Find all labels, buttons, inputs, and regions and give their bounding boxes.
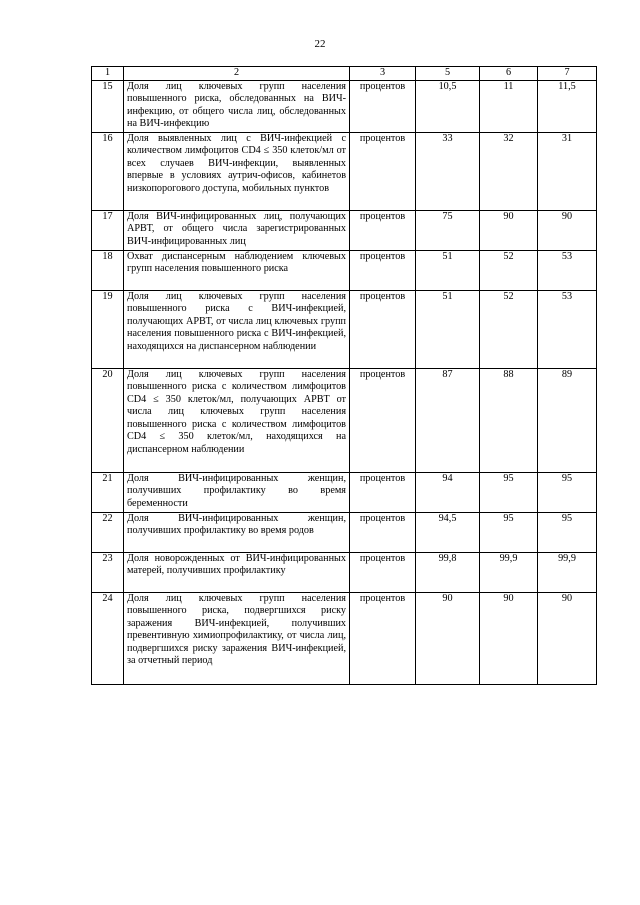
- table-row: [92, 512, 597, 552]
- table-row: [92, 250, 597, 290]
- table-row: [92, 132, 597, 210]
- row-number: 20: [92, 368, 124, 472]
- column-number-header: 7: [538, 67, 597, 81]
- column-number-header: 5: [416, 67, 480, 81]
- value-column-5: 10,5: [416, 80, 480, 132]
- table-row: [92, 472, 597, 512]
- value-column-7: 11,5: [538, 80, 597, 132]
- value-column-7: 99,9: [538, 552, 597, 592]
- value-column-7: 90: [538, 592, 597, 684]
- table-header-row: [92, 67, 597, 81]
- row-number: 23: [92, 552, 124, 592]
- row-number: 15: [92, 80, 124, 132]
- value-column-6: 11: [480, 80, 538, 132]
- table-row: [92, 290, 597, 368]
- value-column-7: 95: [538, 472, 597, 512]
- row-number: 24: [92, 592, 124, 684]
- row-number: 16: [92, 132, 124, 210]
- value-column-5: 51: [416, 290, 480, 368]
- unit-cell: процентов: [350, 552, 416, 592]
- table-row: [92, 592, 597, 684]
- indicator-name: Доля ВИЧ-инфицированных женщин, получивших профилактику во время родов: [124, 512, 350, 552]
- value-column-6: 90: [480, 210, 538, 250]
- row-number: 17: [92, 210, 124, 250]
- value-column-6: 99,9: [480, 552, 538, 592]
- indicators-table: [91, 66, 597, 685]
- value-column-7: 31: [538, 132, 597, 210]
- row-number: 18: [92, 250, 124, 290]
- table-row: [92, 552, 597, 592]
- column-number-header: 1: [92, 67, 124, 81]
- value-column-5: 90: [416, 592, 480, 684]
- unit-cell: процентов: [350, 368, 416, 472]
- indicator-name: Доля лиц ключевых групп населения повышенного риска с количеством лимфоцитов CD4 ≤ 350 клеток/мл, получающих АРВТ от числа лиц ключевых групп населения повышенного риска с количеством лимфоцитов CD4 ≤ 350 клеток/мл, находящихся на диспансерном наблюдении: [124, 368, 350, 472]
- value-column-6: 95: [480, 472, 538, 512]
- unit-cell: процентов: [350, 132, 416, 210]
- value-column-6: 32: [480, 132, 538, 210]
- value-column-6: 88: [480, 368, 538, 472]
- column-number-header: 3: [350, 67, 416, 81]
- indicator-name: Доля лиц ключевых групп населения повышенного риска с ВИЧ-инфекцией, получающих АРВТ, от числа лиц ключевых групп населения повышенного риска с ВИЧ-инфекцией, находящихся на диспансерном наблюдении: [124, 290, 350, 368]
- value-column-7: 53: [538, 290, 597, 368]
- row-number: 22: [92, 512, 124, 552]
- value-column-6: 95: [480, 512, 538, 552]
- value-column-7: 95: [538, 512, 597, 552]
- value-column-5: 94: [416, 472, 480, 512]
- value-column-6: 90: [480, 592, 538, 684]
- row-number: 21: [92, 472, 124, 512]
- unit-cell: процентов: [350, 210, 416, 250]
- indicator-name: Доля лиц ключевых групп населения повышенного риска, обследованных на ВИЧ-инфекцию, от общего числа лиц, обследованных на ВИЧ-инфекцию: [124, 80, 350, 132]
- value-column-7: 90: [538, 210, 597, 250]
- row-number: 19: [92, 290, 124, 368]
- column-number-header: 2: [124, 67, 350, 81]
- unit-cell: процентов: [350, 592, 416, 684]
- unit-cell: процентов: [350, 512, 416, 552]
- value-column-5: 75: [416, 210, 480, 250]
- table-row: [92, 80, 597, 132]
- value-column-6: 52: [480, 250, 538, 290]
- unit-cell: процентов: [350, 472, 416, 512]
- value-column-5: 99,8: [416, 552, 480, 592]
- table-row: [92, 210, 597, 250]
- column-number-header: 6: [480, 67, 538, 81]
- indicator-name: Доля новорожденных от ВИЧ-инфицированных матерей, получивших профилактику: [124, 552, 350, 592]
- value-column-7: 89: [538, 368, 597, 472]
- indicator-name: Доля лиц ключевых групп населения повышенного риска, подвергшихся риску заражения ВИЧ-инфекцией, получивших превентивную химиопрофилактику, от числа лиц, подвергшихся риску заражения ВИЧ-инфекцией, за отчетный период: [124, 592, 350, 684]
- value-column-5: 94,5: [416, 512, 480, 552]
- value-column-6: 52: [480, 290, 538, 368]
- indicator-name: Доля ВИЧ-инфицированных лиц, получающих АРВТ, от общего числа зарегистрированных ВИЧ-инфицированных лиц: [124, 210, 350, 250]
- unit-cell: процентов: [350, 80, 416, 132]
- table-row: [92, 368, 597, 472]
- indicator-name: Доля ВИЧ-инфицированных женщин, получивших профилактику во время беременности: [124, 472, 350, 512]
- value-column-5: 33: [416, 132, 480, 210]
- value-column-7: 53: [538, 250, 597, 290]
- indicator-name: Доля выявленных лиц с ВИЧ-инфекцией с количеством лимфоцитов CD4 ≤ 350 клеток/мл от всех случаев ВИЧ-инфекции, выявленных впервые в условиях аутрич-офисов, кабинетов низкопорогового доступа, мобильных пунктов: [124, 132, 350, 210]
- unit-cell: процентов: [350, 250, 416, 290]
- value-column-5: 87: [416, 368, 480, 472]
- unit-cell: процентов: [350, 290, 416, 368]
- page-number: 22: [314, 38, 326, 50]
- value-column-5: 51: [416, 250, 480, 290]
- indicator-name: Охват диспансерным наблюдением ключевых групп населения повышенного риска: [124, 250, 350, 290]
